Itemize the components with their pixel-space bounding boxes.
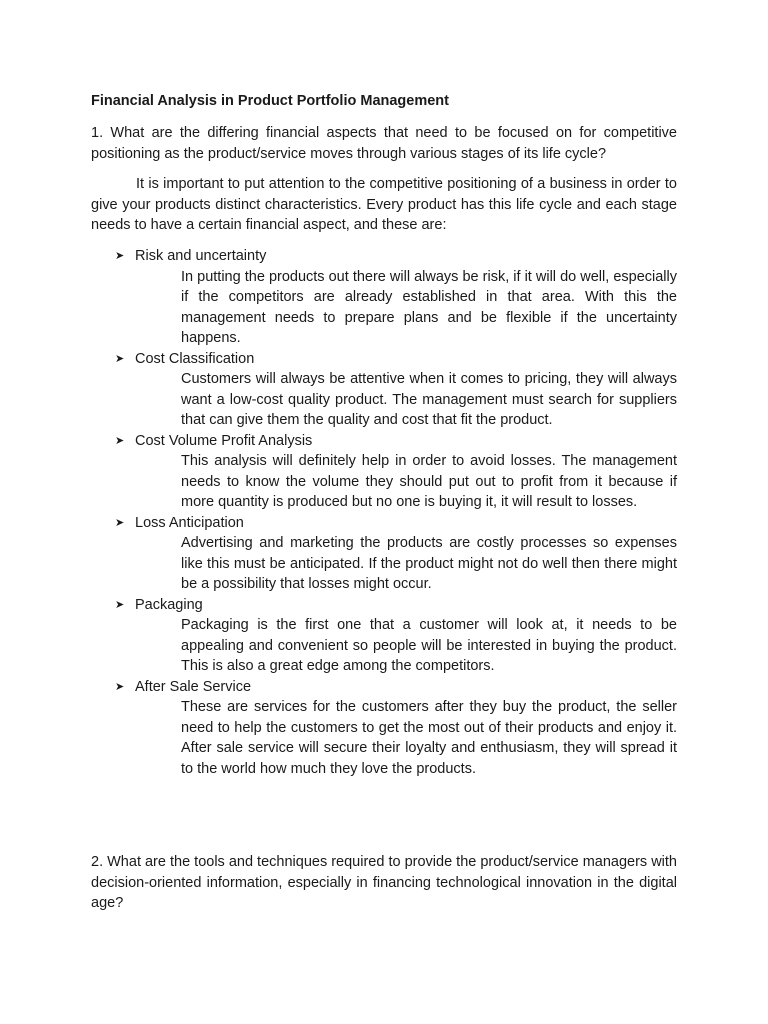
item-heading: Cost Volume Profit Analysis <box>135 432 313 449</box>
list-item <box>0 513 768 595</box>
item-heading: Packaging <box>135 596 203 613</box>
item-detail: In putting the products out there will always be risk, if it will do well, especially if the competitors are already established in that area. With this the management needs to prepare plans and be flexible if the uncertainty happens. <box>181 268 677 346</box>
arrowhead-bullet-icon: ➤ <box>115 352 125 365</box>
document-title: Financial Analysis in Product Portfolio Management <box>91 93 449 109</box>
arrowhead-bullet-icon: ➤ <box>115 434 125 447</box>
list-item <box>0 349 768 431</box>
item-detail: This analysis will definitely help in order to avoid losses. The management needs to know the volume they should put out to profit from it because if more quantity is produced but no one is buying it, it will result to losses. <box>181 453 677 510</box>
arrowhead-bullet-icon: ➤ <box>115 516 125 529</box>
item-detail: Customers will always be attentive when it comes to pricing, they will always want a low-cost quality product. The management must search for suppliers that can give them the quality and cost that fit the product. <box>181 371 677 428</box>
financial-aspects-list <box>0 246 768 779</box>
item-heading: Cost Classification <box>135 350 255 367</box>
list-item <box>0 677 768 780</box>
list-item <box>0 595 768 677</box>
question-2: 2. What are the tools and techniques required to provide the product/service managers with decision-oriented information, especially in financing technological innovation in the digital age? <box>91 854 677 911</box>
arrowhead-bullet-icon: ➤ <box>115 250 125 262</box>
question-1: 1. What are the differing financial aspects that need to be focused on for competitive positioning as the product/service moves through various stages of its life cycle? <box>91 125 677 162</box>
list-item <box>0 246 768 349</box>
item-heading: After Sale Service <box>135 678 252 695</box>
item-detail: Packaging is the first one that a customer will look at, it needs to be appealing and convenient so people will be interested in buying the product. This is also a great edge among the competitors. <box>181 617 677 674</box>
arrowhead-bullet-icon: ➤ <box>115 680 125 693</box>
item-detail: These are services for the customers after they buy the product, the seller need to help the customers to get the most out of their products and enjoy it. After sale service will secure their loyalty and enthusiasm, they will spread it to the world how much they love the products. <box>181 699 677 777</box>
arrowhead-bullet-icon: ➤ <box>115 598 125 611</box>
item-heading: Loss Anticipation <box>135 514 244 531</box>
item-heading: Risk and uncertainty <box>135 248 267 264</box>
item-detail: Advertising and marketing the products are costly processes so expenses like this must be anticipated. If the product might not do well then there might be a possibility that losses might occur. <box>181 535 677 592</box>
intro-paragraph: It is important to put attention to the competitive positioning of a business in order to give your products distinct characteristics. Every product has this life cycle and each stage needs to have a certain financial aspect, and these are: <box>91 176 677 233</box>
list-item <box>0 431 768 513</box>
